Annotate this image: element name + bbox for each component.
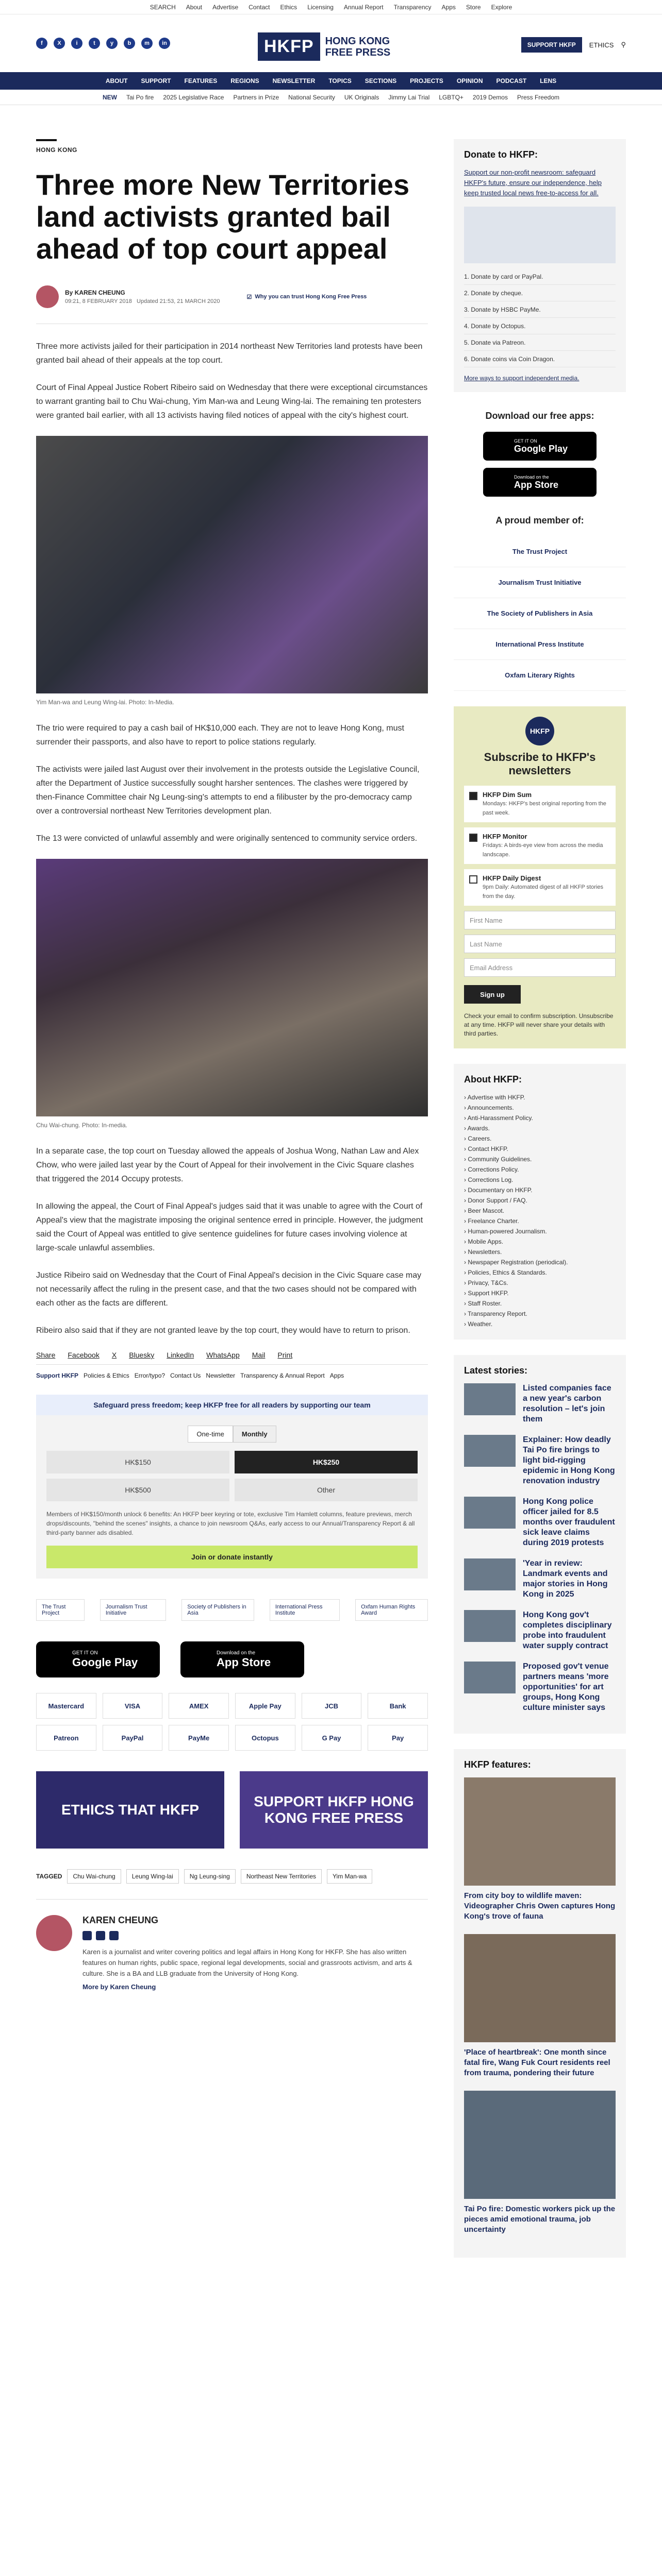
ethics-link[interactable]: ETHICS [589, 41, 614, 49]
byline [36, 285, 428, 308]
nav-projects[interactable]: PROJECTS [410, 77, 443, 84]
threads-icon[interactable]: t [89, 38, 100, 49]
tag[interactable]: Chu Wai-chung [67, 1869, 121, 1884]
photo-caption-2: Chu Wai-chung. Photo: In-media. [36, 1122, 127, 1129]
topbar-link-store[interactable]: Store [466, 3, 481, 11]
topbar-link-apps[interactable]: Apps [441, 3, 456, 11]
feature-title[interactable]: Tai Po fire: Domestic workers pick up the pieces amid emotional trauma, job uncertainty [464, 2205, 616, 2234]
google-play-small: GET IT ON [514, 438, 537, 444]
share-facebook[interactable]: Facebook [68, 1351, 100, 1359]
frequency-toggle [46, 1426, 418, 1443]
share-x[interactable]: X [111, 1351, 117, 1359]
about-link[interactable]: › Careers. [464, 1133, 616, 1144]
nav-features[interactable]: FEATURES [184, 77, 218, 84]
story-item[interactable] [464, 1558, 616, 1600]
newsletter-note: Check your email to confirm subscription. Unsubscribe at any time. HKFP will never share your details with third parties. [464, 1012, 614, 1037]
mail-icon[interactable]: m [141, 38, 153, 49]
option-name: HKFP Monitor [483, 833, 527, 840]
about-title: About HKFP: [464, 1074, 522, 1084]
first-name-field[interactable]: First Name [464, 911, 616, 929]
story-title[interactable]: Listed companies face a new year's carbon resolution – let's join them [523, 1384, 611, 1423]
share-bar [36, 1351, 428, 1365]
logo-text [325, 36, 391, 58]
apps-title: Download our free apps: [485, 411, 594, 421]
jcb-icon: JCB [302, 1693, 362, 1719]
donate-heading: Safeguard press freedom; keep HKFP free for all readers by supporting our team [36, 1395, 428, 1415]
paragraph-2: Court of Final Appeal Justice Robert Ribeiro said on Wednesday that there were exceptional circumstances to warrant granting bail to Chu Wai-chung, Yim Man-wa and Leung Wing-lai. The remaining ten protesters were granted bail earlier, with all 13 activists having filed notices of appeal with the city's highest court. [36, 383, 428, 420]
tags-label: TAGGED [36, 1873, 62, 1880]
article-photo-1 [36, 436, 428, 693]
x-icon[interactable]: X [54, 38, 65, 49]
newsletter-signup [454, 706, 626, 1048]
nav-regions[interactable]: REGIONS [230, 77, 259, 84]
by-prefix: By [65, 289, 73, 296]
latest-title: Latest stories: [464, 1365, 528, 1376]
octopus-icon: Octopus [235, 1725, 295, 1751]
ethics-banner[interactable]: ETHICS THAT HKFP [36, 1771, 224, 1849]
about-link[interactable]: › Announcements. [464, 1103, 616, 1113]
member-logo[interactable]: Oxfam Literary Rights [454, 660, 626, 691]
story-thumbnail [464, 1558, 516, 1590]
checkbox-checked[interactable] [469, 834, 477, 842]
new-label: NEW [103, 93, 117, 101]
pay-icon: Pay [368, 1725, 428, 1751]
date-text: 09:21, 8 FEBRUARY 2018 [65, 298, 132, 304]
support-link[interactable]: Support HKFP [36, 1372, 78, 1379]
newsletter-title: Subscribe to HKFP's newsletters [484, 751, 596, 777]
search-icon[interactable]: ⚲ [621, 41, 626, 48]
support-hkfp-button[interactable]: SUPPORT HKFP [521, 37, 582, 53]
member-logo[interactable]: International Press Institute [454, 629, 626, 660]
google-play-large: Google Play [72, 1655, 138, 1669]
donate-sidebar [454, 139, 626, 392]
topbar-link-advertise[interactable]: Advertise [212, 3, 239, 11]
member-logos [36, 1599, 428, 1621]
site-logo[interactable] [258, 32, 390, 61]
about-link[interactable]: › Corrections Log. [464, 1175, 616, 1185]
google-play-button[interactable] [36, 1641, 160, 1677]
latest-stories [454, 1355, 626, 1734]
about-link[interactable]: › Newsletters. [464, 1247, 616, 1257]
subnav-link[interactable]: Press Freedom [517, 93, 559, 101]
nav-podcast[interactable]: PODCAST [496, 77, 527, 84]
tag[interactable]: Ng Leung-sing [184, 1869, 236, 1884]
about-link[interactable]: › Advertise with HKFP. [464, 1092, 616, 1103]
option-name: HKFP Daily Digest [483, 874, 541, 882]
about-link[interactable]: › Weather. [464, 1319, 616, 1329]
donate-option[interactable]: 1. Donate by card or PayPal. [464, 268, 616, 285]
trust-link[interactable] [246, 294, 367, 300]
youtube-icon[interactable]: y [106, 38, 118, 49]
author-box-name[interactable]: KAREN CHEUNG [82, 1915, 159, 1925]
policies-link[interactable]: Policies & Ethics [84, 1372, 129, 1379]
about-link[interactable]: › Mobile Apps. [464, 1236, 616, 1247]
subnav-link[interactable]: LGBTQ+ [439, 93, 464, 101]
amount-other[interactable]: Other [235, 1479, 418, 1501]
feature-image[interactable] [464, 2091, 616, 2199]
donate-text [464, 167, 616, 198]
paragraph-5: The 13 were convicted of unlawful assembly and were originally sentenced to community service orders. [36, 834, 418, 843]
monthly-option[interactable]: Monthly [233, 1426, 276, 1443]
member-logo[interactable]: Journalism Trust Initiative [454, 567, 626, 598]
newsletter-option[interactable] [464, 869, 616, 906]
app-buttons [36, 1641, 428, 1677]
app-store-small: Download on the [514, 474, 549, 480]
apple-pay-icon: Apple Pay [235, 1693, 295, 1719]
donate-text-link[interactable]: Support our non-profit newsroom: safeguard HKFP's future, ensure our independence, help keep trusted local news free-to-access for all. [464, 168, 602, 197]
share-mail[interactable]: Mail [252, 1351, 266, 1359]
author-name [65, 289, 220, 296]
shield-icon: ☑ [246, 294, 252, 300]
author-bio: Karen is a journalist and writer covering politics and legal affairs in Hong Kong for HKFP. She has also written features on human rights, public space, regional legal developments, social and grassroots activism, and arts & culture. She is a BA and LLB graduate from the University of Hong Kong. [82, 1948, 412, 1977]
app-store-large: App Store [217, 1655, 271, 1669]
about-link[interactable]: › Donor Support / FAQ. [464, 1195, 616, 1206]
about-link[interactable]: › Anti-Harassment Policy. [464, 1113, 616, 1123]
mail-icon[interactable] [96, 1931, 105, 1940]
paragraph-8: Justice Ribeiro said on Wednesday that the Court of Final Appeal's decision in the Civic Square case may not necessarily affect the ruling in the present case, and that the two cases should not be compared with each other as the facts are different. [36, 1271, 422, 1308]
site-header [0, 14, 662, 72]
story-thumbnail [464, 1662, 516, 1693]
topbar-link-transparency[interactable]: Transparency [393, 3, 432, 11]
tags [36, 1869, 428, 1900]
sidebar-google-play[interactable] [483, 432, 597, 461]
visa-icon: VISA [103, 1693, 163, 1719]
tag[interactable]: Northeast New Territories [241, 1869, 322, 1884]
topbar-link-contact[interactable]: Contact [249, 3, 270, 11]
topbar-link-explore[interactable]: Explore [491, 3, 512, 11]
about-link[interactable]: › Privacy, T&Cs. [464, 1278, 616, 1288]
social-icons [36, 38, 170, 49]
newsletter-link[interactable]: Newsletter [206, 1372, 236, 1379]
donate-option[interactable]: 2. Donate by cheque. [464, 285, 616, 301]
last-name-field[interactable]: Last Name [464, 935, 616, 953]
sopa-logo[interactable]: Society of Publishers in Asia [181, 1599, 254, 1621]
bank-icon: Bank [368, 1693, 428, 1719]
feature-image[interactable] [464, 1777, 616, 1886]
donate-image [464, 207, 616, 263]
logo-text-line1: HONG KONG [325, 35, 390, 47]
photo-caption-1: Yim Man-wa and Leung Wing-lai. Photo: In-Media. [36, 699, 174, 706]
newsletter-option[interactable] [464, 786, 616, 822]
google-play-large: Google Play [514, 443, 568, 454]
about-sidebar [454, 1064, 626, 1340]
gpay-icon: G Pay [302, 1725, 362, 1751]
donate-option[interactable]: 3. Donate by HSBC PayMe. [464, 301, 616, 318]
tag[interactable]: Yim Man-wa [327, 1869, 372, 1884]
instagram-icon[interactable]: i [71, 38, 82, 49]
about-link[interactable]: › Freelance Charter. [464, 1216, 616, 1226]
about-link[interactable]: › Policies, Ethics & Standards. [464, 1267, 616, 1278]
story-item[interactable] [464, 1662, 616, 1713]
share-print[interactable]: Print [277, 1351, 293, 1359]
google-play-small: GET IT ON [72, 1650, 98, 1656]
story-title[interactable]: Hong Kong police officer jailed for 8.5 months over fraudulent sick leave claims during 2019 protests [523, 1497, 615, 1547]
paypal-icon: PayPal [103, 1725, 163, 1751]
paragraph-6: In a separate case, the top court on Tuesday allowed the appeals of Joshua Wong, Nathan Law and Alex Chow, who were jailed last year by the Court of Appeal for their involvement in the Civic Square clashes that triggered the 2014 Occupy protests. [36, 1147, 419, 1183]
app-store-large: App Store [514, 479, 559, 490]
join-donate-button[interactable]: Join or donate instantly [46, 1546, 418, 1568]
story-title[interactable]: 'Year in review: Landmark events and major stories in Hong Kong in 2025 [523, 1559, 608, 1599]
checkbox-checked[interactable] [469, 792, 477, 800]
about-link[interactable]: › Beer Mascot. [464, 1206, 616, 1216]
trust-project-logo[interactable]: The Trust Project [36, 1599, 85, 1621]
author-link[interactable]: KAREN CHEUNG [74, 289, 125, 296]
author-box [36, 1915, 428, 1991]
ipi-logo[interactable]: International Press Institute [270, 1599, 340, 1621]
article [36, 139, 428, 1991]
member-logo[interactable]: The Society of Publishers in Asia [454, 598, 626, 629]
about-link[interactable]: › Contact HKFP. [464, 1144, 616, 1154]
paragraph-4: The activists were jailed last August over their involvement in the protests outside the Legislative Council, after the Department of Justice successfully sought harsher sentences. The clashes were triggered by then-Finance Committee chair Ng Leung-sing's attempts to end a filibuster by the pro-democracy camp over a controversial northeast New Territories development plan. [36, 765, 420, 816]
paragraph-9: Ribeiro also said that if they are not granted leave by the top court, they would have to return to prison. [36, 1326, 410, 1335]
share-bluesky[interactable]: Bluesky [129, 1351, 155, 1359]
sidebar-app-store[interactable] [483, 468, 597, 497]
amount-options [46, 1451, 418, 1501]
member-logo[interactable]: The Trust Project [454, 536, 626, 567]
subnav-link[interactable]: Jimmy Lai Trial [388, 93, 430, 101]
author-avatar [36, 285, 59, 308]
about-link[interactable]: › Newspaper Registration (periodical). [464, 1257, 616, 1267]
top-bar [0, 0, 662, 14]
story-thumbnail [464, 1435, 516, 1467]
amount-option[interactable]: HK$500 [46, 1479, 229, 1501]
category-rule [36, 139, 57, 141]
author-box-avatar [36, 1915, 72, 1951]
payme-icon: PayMe [169, 1725, 229, 1751]
feature-title[interactable]: 'Place of heartbreak': One month since fatal fire, Wang Fuk Court residents reel from trauma, pondering their future [464, 2048, 610, 2077]
main-nav [0, 72, 662, 90]
tag[interactable]: Leung Wing-lai [126, 1869, 179, 1884]
feature-title[interactable]: From city boy to wildlife maven: Videographer Chris Owen captures Hong Kong's trove of fauna [464, 1891, 616, 1921]
subnav-link[interactable]: Partners in Prize [233, 93, 279, 101]
payment-methods [36, 1693, 428, 1751]
article-photo-2 [36, 859, 428, 1116]
membership-note: Members of HK$150/month unlock 6 benefits: An HKFP beer keyring or tote, exclusive Tim Hamlett columns, feature previews, merch drops/discounts, "behind the scenes" insights, a chance to join newsroom Q&As, early access to our Annual/Transparency Report & all third-party banner ads disabled. [46, 1511, 415, 1536]
logo-text-line2: FREE PRESS [325, 46, 391, 58]
error-link[interactable]: Error/typo? [134, 1372, 166, 1379]
updated-text: Updated 21:53, 21 MARCH 2020 [137, 298, 220, 304]
nav-support[interactable]: SUPPORT [141, 77, 171, 84]
nav-topics[interactable]: TOPICS [328, 77, 352, 84]
paragraph-3: The trio were required to pay a cash bail of HK$10,000 each. They are not to leave Hong Kong, must surrender their passports, and also have to report to police stations regularly. [36, 724, 404, 747]
about-list [464, 1092, 616, 1329]
about-link[interactable]: › Transparency Report. [464, 1309, 616, 1319]
feature-image[interactable] [464, 1934, 616, 2042]
topbar-link-annual-report[interactable]: Annual Report [343, 3, 384, 11]
transparency-link[interactable]: Transparency & Annual Report [240, 1372, 325, 1379]
story-item[interactable] [464, 1497, 616, 1548]
topbar-link-licensing[interactable]: Licensing [307, 3, 334, 11]
donate-option[interactable]: 5. Donate via Patreon. [464, 334, 616, 351]
amount-option[interactable]: HK$150 [46, 1451, 229, 1473]
story-title[interactable]: Explainer: How deadly Tai Po fire brings to light bid-rigging epidemic in Hong Kong renovation industry [523, 1435, 615, 1485]
subnav-link[interactable]: 2019 Demos [472, 93, 508, 101]
bluesky-icon[interactable]: b [124, 38, 135, 49]
nav-lens[interactable]: LENS [540, 77, 557, 84]
subnav-link[interactable]: 2025 Legislative Race [163, 93, 224, 101]
about-link[interactable]: › Corrections Policy. [464, 1164, 616, 1175]
mastercard-icon: Mastercard [36, 1693, 96, 1719]
topbar-link-about[interactable]: About [186, 3, 203, 11]
topbar-link-ethics[interactable]: Ethics [280, 3, 297, 11]
hkfp-features [454, 1749, 626, 2258]
story-title[interactable]: Hong Kong gov't completes disciplinary probe into fraudulent water supply contract [523, 1611, 612, 1650]
story-title[interactable]: Proposed gov't venue partners means 'more opportunities' for art groups, Hong Kong culture minister says [523, 1662, 609, 1712]
jti-logo[interactable]: Journalism Trust Initiative [100, 1599, 166, 1621]
option-name: HKFP Dim Sum [483, 791, 532, 799]
sidebar [454, 139, 626, 2258]
option-desc: Fridays: A birds-eye view from across the media landscape. [483, 842, 603, 858]
apps-link[interactable]: Apps [329, 1372, 344, 1379]
checkbox-unchecked[interactable] [469, 875, 477, 884]
contact-link[interactable]: Contact Us [170, 1372, 201, 1379]
promo-banners [36, 1771, 428, 1849]
story-item[interactable] [464, 1383, 616, 1425]
email-field[interactable]: Email Address [464, 958, 616, 977]
about-link[interactable]: › Support HKFP. [464, 1288, 616, 1298]
more-ways-link[interactable]: More ways to support independent media. [464, 375, 580, 382]
nav-newsletter[interactable]: NEWSLETTER [272, 77, 316, 84]
x-icon[interactable] [82, 1931, 92, 1940]
donate-option[interactable]: 6. Donate coins via Coin Dragon. [464, 351, 616, 367]
article-title: Three more New Territories land activists granted bail ahead of top court appeal [36, 168, 410, 265]
story-item[interactable] [464, 1610, 616, 1651]
hkfp-badge-icon: HKFP [525, 717, 554, 745]
nav-about[interactable]: ABOUT [105, 77, 128, 84]
story-thumbnail [464, 1610, 516, 1642]
amex-icon: AMEX [169, 1693, 229, 1719]
amount-option-selected[interactable]: HK$250 [235, 1451, 418, 1473]
patreon-icon: Patreon [36, 1725, 96, 1751]
paragraph-1: Three more activists jailed for their participation in 2014 northeast New Territories land protests have been granted bail ahead of their appeals at the top court. [36, 342, 423, 365]
donate-widget [36, 1395, 428, 1579]
search-link[interactable]: SEARCH [150, 3, 176, 11]
donate-title: Donate to HKFP: [464, 149, 538, 160]
sub-nav [0, 90, 662, 105]
option-desc: Mondays: HKFP's best original reporting from the past week. [483, 801, 606, 816]
article-footer-links [36, 1372, 428, 1379]
support-banner[interactable]: SUPPORT HKFP HONG KONG FREE PRESS [240, 1771, 428, 1849]
linkedin-icon[interactable]: in [159, 38, 170, 49]
about-link[interactable]: › Staff Roster. [464, 1298, 616, 1309]
share-whatsapp[interactable]: WhatsApp [206, 1351, 240, 1359]
paragraph-7: In allowing the appeal, the Court of Final Appeal's judges said that it was unable to agree with the Court of Appeal's view that the magistrate imposing the original sentence erred in principle. However, the judgment said the Court of Appeal was entitled to give sentence guidelines for future cases involving violence at large-scale unlawful assemblies. [36, 1202, 423, 1252]
about-link[interactable]: › Awards. [464, 1123, 616, 1133]
header-actions [521, 37, 626, 53]
about-link[interactable]: › Human-powered Journalism. [464, 1226, 616, 1236]
author-social-icons [82, 1931, 428, 1940]
logo-mark: HKFP [258, 32, 320, 61]
linkedin-icon[interactable] [109, 1931, 119, 1940]
story-thumbnail [464, 1383, 516, 1415]
category-label[interactable]: HONG KONG [36, 146, 77, 154]
publish-date [65, 298, 220, 304]
one-time-option[interactable]: One-time [188, 1426, 233, 1443]
subnav-link[interactable]: Tai Po fire [126, 93, 154, 101]
about-link[interactable]: › Documentary on HKFP. [464, 1185, 616, 1195]
sign-up-button[interactable]: Sign up [464, 985, 521, 1004]
story-thumbnail [464, 1497, 516, 1529]
story-item[interactable] [464, 1435, 616, 1486]
donate-option[interactable]: 4. Donate by Octopus. [464, 318, 616, 334]
more-by-author-link[interactable]: More by Karen Cheung [82, 1983, 156, 1991]
share-label: Share [36, 1351, 56, 1359]
member-title: A proud member of: [495, 515, 584, 526]
share-linkedin[interactable]: LinkedIn [167, 1351, 194, 1359]
facebook-icon[interactable]: f [36, 38, 47, 49]
nav-opinion[interactable]: OPINION [456, 77, 483, 84]
subnav-link[interactable]: National Security [288, 93, 335, 101]
oxfam-logo[interactable]: Oxfam Human Rights Award [355, 1599, 428, 1621]
nav-sections[interactable]: SECTIONS [365, 77, 397, 84]
subnav-link[interactable]: UK Originals [344, 93, 379, 101]
app-store-small: Download on the [217, 1650, 256, 1656]
trust-label: Why you can trust Hong Kong Free Press [255, 294, 367, 300]
about-link[interactable]: › Community Guidelines. [464, 1154, 616, 1164]
option-desc: 9pm Daily: Automated digest of all HKFP stories from the day. [483, 884, 603, 900]
newsletter-option[interactable] [464, 827, 616, 864]
app-store-button[interactable] [180, 1641, 304, 1677]
features-title: HKFP features: [464, 1759, 531, 1770]
